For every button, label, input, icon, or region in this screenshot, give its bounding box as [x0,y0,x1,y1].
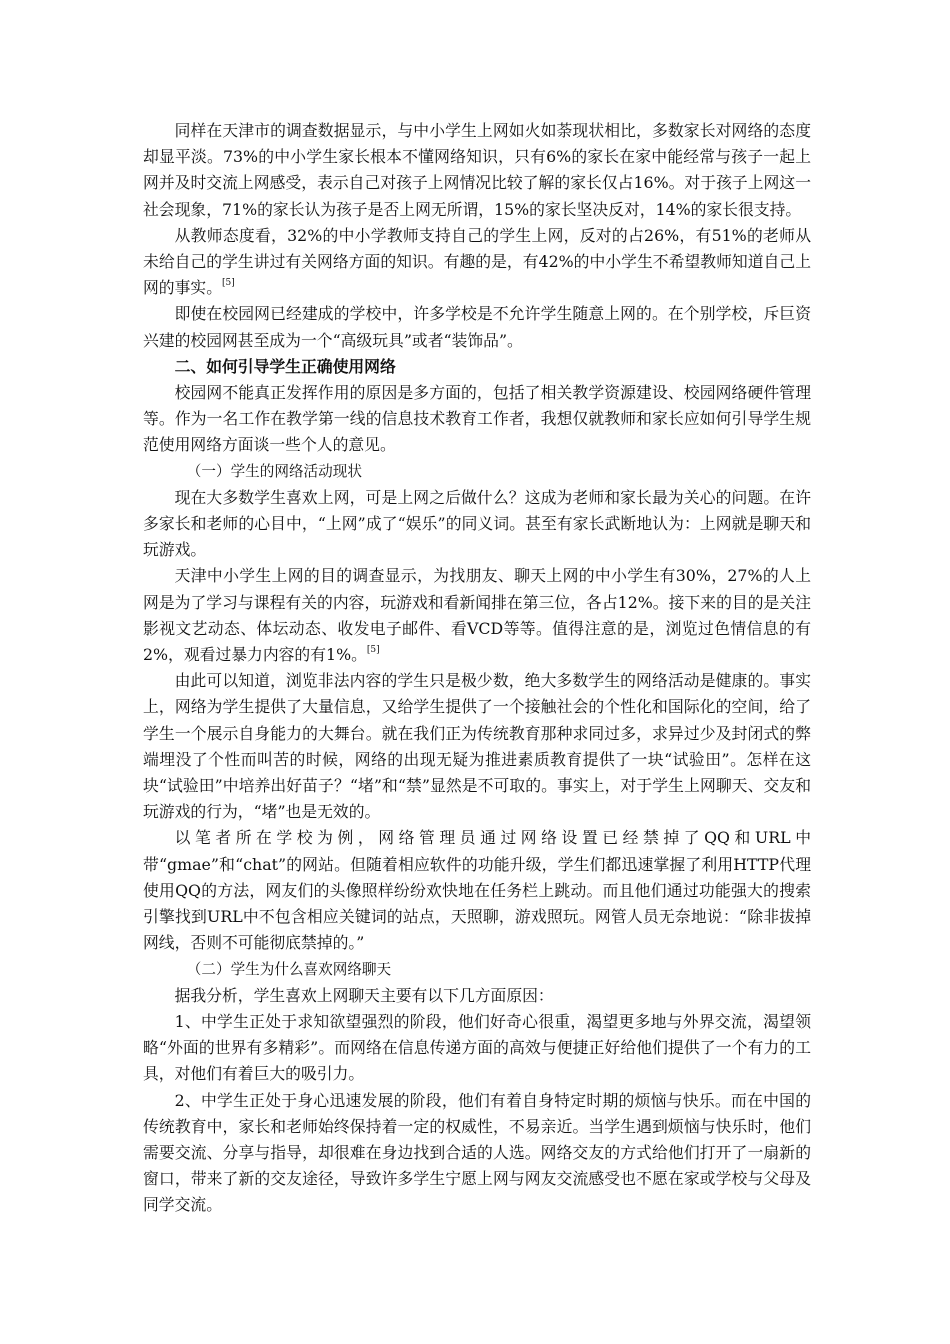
paragraph-intro: 校园网不能真正发挥作用的原因是多方面的，包括了相关教学资源建设、校园网络硬件管理等。作为一名工作在教学第一线的信息技术教育工作者，我想仅就教师和家长应如何引导学生规范使用网络方面谈一些个人的意见。 [143,383,811,455]
paragraph-school-example: 以笔者所在学校为例，网络管理员通过网络设置已经禁掉了QQ和URL中带“gmae”和“chat”的网站。但随着相应软件的功能升级，学生们都迅速掌握了利用HTTP代理使用QQ的方法，网友们的头像照样纷纷欢快地在任务栏上跳动。而且他们通过功能强大的搜索引擎找到URL中不包含相应关键词的站点，天照聊，游戏照玩。网管人员无奈地说：“除非拔掉网线，否则不可能彻底禁掉的。” [143,828,811,953]
citation-ref: [5] [222,277,235,288]
document-page [143,118,811,1219]
paragraph-healthy-activity: 由此可以知道，浏览非法内容的学生只是极少数，绝大多数学生的网络活动是健康的。事实上，网络为学生提供了大量信息，又给学生提供了一个接触社会的个性化和国际化的空间，给了学生一个展示自身能力的大舞台。就在我们正为传统教育那种求同过多，求异过少及封闭式的弊端埋没了个性而叫苦的时候，网络的出现无疑为推进素质教育提供了一块“试验田”。怎样在这块“试验田”中培养出好苗子？“堵”和“禁”显然是不可取的。事实上，对于学生上网聊天、交友和玩游戏的行为，“堵”也是无效的。 [143,671,811,822]
subsection-heading-2: （二）学生为什么喜欢网络聊天 [186,960,392,978]
section-heading: 二、如何引导学生正确使用网络 [174,356,396,376]
subsection-heading-1: （一）学生的网络活动现状 [186,462,362,480]
paragraph-teacher-attitude: 从教师态度看，32%的中小学教师支持自己的学生上网，反对的占26%，有51%的老师从未给自己的学生讲过有关网络方面的知识。有趣的是，有42%的中小学生不希望教师知道自己上网的事实。[5] [143,225,811,298]
paragraph-analysis-intro: 据我分析，学生喜欢上网聊天主要有以下几方面原因： [174,985,554,1005]
citation-ref: [5] [366,644,380,655]
paragraph-survey-purpose: 天津中小学生上网的目的调查显示，为找朋友、聊天上网的中小学生有30%，27%的人上网是为了学习与课程有关的内容，玩游戏和看新闻排在第三位，各占12%。接下来的目的是关注影视文艺动态、体坛动态、收发电子邮件、看VCD等等。值得注意的是，浏览过色情信息的有2%，观看过暴力内容的有1%。[5] [143,566,811,665]
paragraph-reason-2: 2、中学生正处于身心迅速发展的阶段，他们有着自身特定时期的烦恼与快乐。而在中国的传统教育中，家长和老师始终保持着一定的权威性，不易亲近。当学生遇到烦恼与快乐时，他们需要交流、分享与指导，却很难在身边找到合适的人选。网络交友的方式给他们打开了一扇新的窗口，带来了新的交友途径，导致许多学生宁愿上网与网友交流感受也不愿在家或学校与父母及同学交流。 [143,1090,811,1215]
paragraph-parent-attitude: 同样在天津市的调查数据显示，与中小学生上网如火如荼现状相比，多数家长对网络的态度却显平淡。73%的中小学生家长根本不懂网络知识，只有6%的家长在家中能经常与孩子一起上网并及时交流上网感受，表示自己对孩子上网情况比较了解的家长仅占16%。对于孩子上网这一社会现象，71%的家长认为孩子是否上网无所谓，15%的家长坚决反对，14%的家长很支持。 [143,121,811,219]
paragraph-campus-network: 即使在校园网已经建成的学校中，许多学校是不允许学生随意上网的。在个别学校，斥巨资兴建的校园网甚至成为一个“高级玩具”或者“装饰品”。 [143,304,811,350]
paragraph-current-status: 现在大多数学生喜欢上网，可是上网之后做什么？这成为老师和家长最为关心的问题。在许多家长和老师的心目中，“上网”成了“娱乐”的同义词。甚至有家长武断地认为：上网就是聊天和玩游戏。 [143,487,811,560]
paragraph-reason-1: 1、中学生正处于求知欲望强烈的阶段，他们好奇心很重，渴望更多地与外界交流，渴望领略“外面的世界有多精彩”。而网络在信息传递方面的高效与便捷正好给他们提供了一个有力的工具，对他们有着巨大的吸引力。 [143,1011,811,1084]
